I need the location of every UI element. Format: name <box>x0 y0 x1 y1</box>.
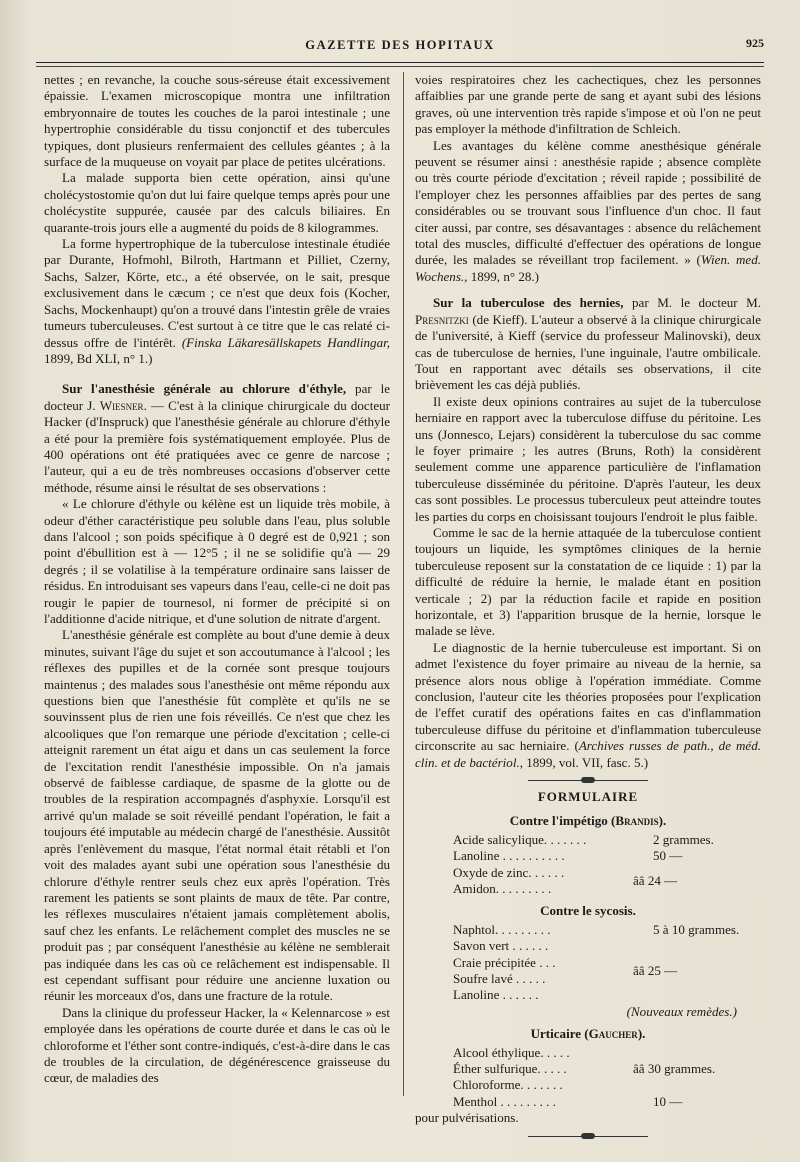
recipe-title-close: ). <box>637 1026 646 1042</box>
ingredient-row <box>453 881 753 897</box>
ingredient-name: Lanoline . . . . . . <box>453 987 539 1003</box>
header-rule-2 <box>36 66 764 67</box>
ingredient-name: Craie précipitée . . . <box>453 954 556 970</box>
ingredient-qty: 2 grammes. <box>653 831 714 847</box>
ornament-divider <box>528 777 648 783</box>
spacer <box>415 285 761 295</box>
ingredient-name: Acide salicylique. . . . . . . <box>453 831 587 847</box>
recipe-source: (Nouveaux remèdes.) <box>626 1003 737 1019</box>
paragraph: nettes ; en revanche, la couche sous-séreuse était excessivement épaissie. L'examen microscopique montra une infiltration embryonnaire de toutes les couches de la paroi intestinale ; une hypertrophie considérable du tissu conjonctif et des tubercules typiques, dont plusieurs renfermaient des cellules géantes ; à la surface de la muqueuse on voyait par place de petites ulcérations. <box>44 72 390 170</box>
page-header <box>36 38 764 58</box>
ingredient-name: Lanoline . . . . . . . . . . <box>453 848 565 864</box>
recipe-sycosis <box>453 922 753 1004</box>
paragraph: Il existe deux opinions contraires au sujet de la tuberculose herniaire en rapport avec la tuberculose diffuse du péritoine. Les uns (Jonnesco, Lejars) considèrent la tuberculose du sac comme le foyer primaire ; les autres (Bruns, Roth) la considèrent seulement comme une apparence particulière de l'inflamation tuberculeuse disséminée du péritoine. D'après l'auteur, les deux cas sont possibles. Le processus tuberculeux peut atteindre toutes les parties du corps en choisissant toujours l'endroit le plus faible. <box>415 393 761 524</box>
paragraph: voies respiratoires chez les cachectiques, chez les personnes affaiblies par une grande perte de sang et ayant subi des lésions graves, où une intervention très rapide s'impose et où l'on ne peut pas employer la méthode d'infiltration de Schleich. <box>415 72 761 137</box>
ingredient-name: Oxyde de zinc. . . . . . <box>453 864 565 880</box>
recipe-title <box>415 813 761 829</box>
right-column <box>415 72 761 1145</box>
article-intro <box>44 381 390 496</box>
ingredient-name: Menthol . . . . . . . . . <box>453 1093 556 1109</box>
recipe-impetigo <box>453 832 753 898</box>
ingredient-row <box>453 1045 753 1061</box>
paragraph <box>415 138 761 286</box>
recipe-urticaire <box>453 1045 753 1111</box>
recipe-title: Contre le sycosis. <box>540 903 636 919</box>
citation: Archives russes de path., de méd. clin. et de bactériol. <box>415 738 761 770</box>
ingredient-row <box>453 832 753 848</box>
citation: (Finska Läkaresällskapets Handlingar, <box>181 334 391 350</box>
citation: Wien. med. Wochens. <box>415 252 761 284</box>
author-name: Presnitzki <box>415 311 469 327</box>
ingredient-qty-shared: ââ 25 — <box>633 962 678 978</box>
page-number: 925 <box>746 36 764 50</box>
paragraph <box>415 640 761 771</box>
recipe-author: Brandis <box>615 813 659 829</box>
ingredient-name: Éther sulfurique. . . . . <box>453 1061 567 1076</box>
ingredient-name: Soufre lavé . . . . . <box>453 971 546 987</box>
article-intro <box>415 295 761 393</box>
ingredient-name: Amidon. . . . . . . . . <box>453 881 552 897</box>
ingredient-row <box>453 1077 753 1093</box>
article-byline: par M. le docteur M. <box>623 295 761 311</box>
ornament-divider <box>528 1133 648 1139</box>
ingredient-row <box>453 1061 753 1077</box>
spacer <box>44 367 390 381</box>
article-byline: par le docteur J. <box>44 381 390 413</box>
paragraph <box>44 236 390 367</box>
article-text: (de Kieff). L'auteur a observé à la clinique chirurgicale de l'université, à Kieff (service du professeur Malinovski), deux cas de tuberculose de hernies, l'une inguinale, l'autre ombilicale. Tout en rapportant avec détails ses observations, il cite brièvement les cas déjà publiés. <box>415 311 761 393</box>
paragraph: Dans la clinique du professeur Hacker, la « Kelennarcose » est employée dans les opérations de courte durée et dans le cas où le chloroforme et l'éther sont contre-indiqués, c'est-à-dire dans le cas de troubles de la circulation, de dégénérescence graisseuse du cœur, de maladies des <box>44 1004 390 1086</box>
ingredient-qty: 50 — <box>653 848 683 864</box>
ingredient-name: Savon vert . . . . . . <box>453 938 549 954</box>
citation-tail: , 1899, vol. VII, fasc. 5.) <box>519 754 649 770</box>
ingredient-row <box>453 1094 753 1110</box>
article-title: Sur la tuberculose des hernies, <box>433 295 624 311</box>
ingredient-qty-shared: ââ 24 — <box>633 872 678 888</box>
citation-tail: , 1899, n° 28.) <box>464 268 539 284</box>
recipe-title-text: Contre l'impétigo ( <box>509 813 616 829</box>
left-column <box>44 72 390 1087</box>
paragraph: La malade supporta bien cette opération, ainsi qu'une cholécystostomie qu'on dut lui faire quelque temps après pour une cholécystite suppurée, causée par des calculs biliaires. En quarante-trois jours elle a augmenté du poids de 8 kilogrammes. <box>44 170 390 235</box>
ingredient-name: Naphtol. . . . . . . . . <box>453 921 551 937</box>
ingredient-row <box>453 938 753 954</box>
recipe-author: Gaucher <box>588 1026 638 1042</box>
ingredient-name: Alcool éthylique. . . . . <box>453 1044 570 1060</box>
ingredient-qty: 5 à 10 grammes. <box>653 921 740 937</box>
article-text: . — C'est à la clinique chirurgicale du docteur Hacker (d'Inspruck) que l'anesthésie générale au chlorure d'éthyle a été pour la première fois systématiquement employée. Plus de 400 opérations ont été pratiquées avec ce genre de narcose ; l'auteur, qui a eu de très nombreuses occasions d'observer cette méthode, résume ainsi le résultat de ses observations : <box>44 397 391 495</box>
ingredient-qty: 10 — <box>653 1093 683 1109</box>
ingredient-qty-shared: ââ 30 grammes. <box>633 1061 716 1076</box>
recipe-title-close: ). <box>658 813 667 829</box>
article-title: Sur l'anesthésie générale au chlorure d'éthyle, <box>62 381 347 397</box>
header-rule <box>36 62 764 63</box>
author-name: Wiesner <box>99 397 144 413</box>
ingredient-row <box>453 922 753 938</box>
paragraph-text: Le diagnostic de la hernie tuberculeuse est important. Si on admet l'existence du foyer primaire au niveau de la hernie, sa présence alors nous oblige à l'opération immédiate. Comme conclusion, l'auteur cite les théories proposées pour l'explication de l'effet curatif des opérations faites en cas d'inflammation tuberculeuse diffuse du péritoine et d'inflammation tuberculeuse circonscrite au sac herniaire. ( <box>415 639 761 754</box>
ingredient-name: Chloroforme. . . . . . . <box>453 1077 563 1093</box>
paragraph: « Le chlorure d'éthyle ou kélène est un liquide très mobile, à odeur d'éther caractéristique peu soluble dans l'eau, plus soluble dans l'alcool ; son poids spécifique à 0 degré est de 0,921 ; son point d'ébullition est à — 12°5 ; il ne se solidifie qu'à — 29 degrés ; il se volatilise à la température ordinaire sans laisser de résidus. En introduisant ses vapeurs dans l'eau, celle-ci ne doit pas rougir le papier de tournesol, ni former de précipité si on l'additionne d'acide nitrique, et d'une solution de nitrate d'argent. <box>44 496 390 626</box>
formulaire-title: FORMULAIRE <box>537 789 639 805</box>
ingredient-row <box>453 864 753 888</box>
recipe-usage: pour pulvérisations. <box>415 1110 519 1126</box>
recipe-title <box>415 1026 761 1042</box>
ingredient-row <box>453 987 753 1003</box>
paragraph: L'anesthésie générale est complète au bout d'une demie à deux minutes, suivant l'âge du sujet et son accoutumance à l'alcool ; les réflexes des pupilles et de la cornée sont presque toujours maintenus ; des malades sous l'anesthésie ont même répondu aux questions bien que l'anesthésie fût complète et qu'ils ne se souvinssent plus de rien une fois réveillés. Ce n'est que chez les alcooliques que l'on remarque une période d'excitation ; celle-ci atteignit rarement un état aigu et dans un cas seulement la force de l'excitation rendit l'anesthésie impossible. On n'a jamais observé de faiblesse cardiaque, de spasme de la glotte ou de troubles de la respiration accompagnés d'asphyxie. Lorsqu'il est arrivé qu'un malade se soit réveillé pendant l'opération, le fait a toujours été imputable au médecin chargé de l'anesthésie. Aussitôt après l'enlèvement du masque, l'état normal était rétabli et l'on voit des malades ayant subi une opération sous l'anesthésie du chlorure d'éthyle rentrer seuls chez eux après l'opération. Très rarement les patients se sont plaints de maux de tête. Par contre, les réflexes musculaires n'étaient jamais complètement abolis, sauf chez les enfants. Le relâchement complet des muscles ne se produit pas ; par conséquent l'anesthésie au kélène ne semblerait pas indiquée dans les cas où ce relâchement est indispensable. Il est cependant suffisant pour réduire une ancienne luxation ou réunir les morceaux d'os, dans une fracture de la rotule. <box>44 627 390 1004</box>
ingredient-row <box>453 848 753 864</box>
paragraph-text: Les avantages du kélène comme anesthésique générale peuvent se résumer ainsi : anesthésie rapide ; absence complète ou très courte période d'excitation ; réveil rapide ; possibilité de l'employer chez les personnes affaiblies par des pertes de sang considérables ou se trouvant sous l'influence d'un choc. Il faut citer aussi, par contre, ses désavantages : absence du relâchement total des muscles, difficulté d'effectuer des opérations de longue durée, les malades se réveillant trop facilement. » ( <box>415 137 761 268</box>
ingredient-row <box>453 971 753 987</box>
citation-tail: 1899, Bd XLI, n° 1.) <box>44 350 153 366</box>
column-divider <box>403 72 404 1096</box>
recipe-title-text: Urticaire ( <box>530 1026 589 1042</box>
journal-title: GAZETTE DES HOPITAUX <box>305 38 495 52</box>
paragraph-text: La forme hypertrophique de la tuberculose intestinale étudiée par Durante, Hofmohl, Bilroth, Hartmann et Pilliet, Czerny, Sachs, Salzer, Körte, etc., a été observée, on le sait, presque exclusivement dans le cæcum ; ce n'est que deux fois (Kocher, Sachs, Mockenhaupt) qu'on a trouvé dans l'intestin grêle de vraies tumeurs tuberculeuses. C'est surtout à ce titre que le cas relaté ci-dessus offre de l'intérêt. <box>44 236 390 350</box>
paragraph: Comme le sac de la hernie attaquée de la tuberculose contient toujours un liquide, les symptômes cliniques de la hernie tuberculeuse reposent sur la constatation de ce liquide : 1) par la difficulté de réduire la hernie, le malade étant en position verticale ; 2) par la réduction facile et rapide en position horizontale, et 3) l'apparition brusque de la hernie, lorsque le malade se lève. <box>415 524 761 639</box>
ingredient-row <box>453 954 753 978</box>
